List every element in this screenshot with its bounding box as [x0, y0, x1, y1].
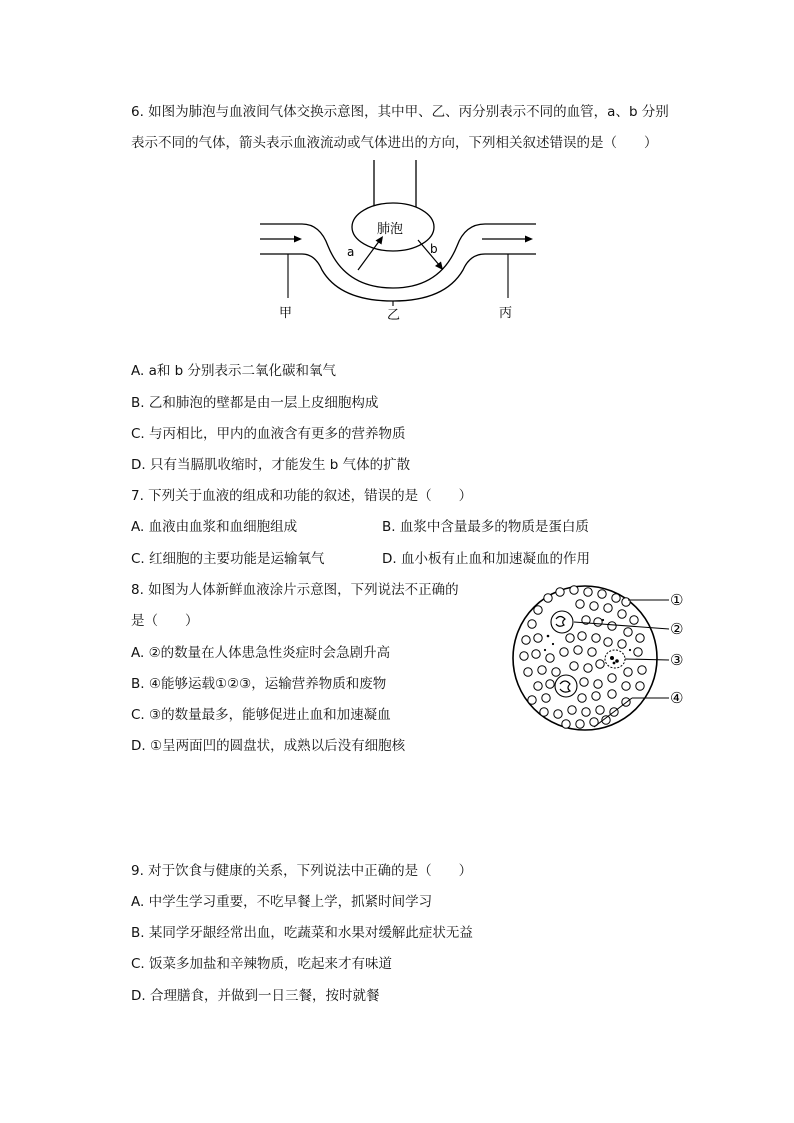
red-blood-cell	[560, 648, 568, 656]
alveolus-label: 肺泡	[377, 222, 404, 237]
red-blood-cell	[584, 588, 592, 596]
red-blood-cell	[576, 720, 584, 728]
red-blood-cell	[598, 590, 606, 598]
red-blood-cell	[596, 706, 604, 714]
q9-option-a: A. 中学生学习重要，不吃早餐上学，抓紧时间学习	[131, 894, 433, 910]
red-blood-cell	[570, 662, 578, 670]
q6-option-a: A. a和 b 分别表示二氧化碳和氧气	[131, 363, 337, 379]
alveolus-gas-exchange-diagram	[250, 160, 550, 335]
q8-option-c: C. ③的数量最多，能够促进止血和加速凝血	[131, 707, 391, 723]
red-blood-cell	[544, 594, 552, 602]
red-blood-cell	[562, 720, 570, 728]
gas-a-label: a	[347, 245, 355, 259]
red-blood-cell	[624, 628, 632, 636]
red-blood-cell	[622, 598, 630, 606]
q8-stem-line2: 是（ ）	[131, 613, 199, 629]
red-blood-cell	[522, 636, 530, 644]
label-3: ③	[670, 651, 684, 669]
red-blood-cell	[576, 600, 584, 608]
platelet-cluster-3	[605, 650, 625, 668]
white-blood-cell-lower	[555, 675, 577, 697]
red-blood-cell	[582, 708, 590, 716]
q9-option-d: D. 合理膳食，并做到一日三餐，按时就餐	[131, 988, 380, 1004]
red-blood-cell	[578, 632, 586, 640]
red-blood-cell	[580, 678, 588, 686]
red-blood-cell	[578, 694, 586, 702]
red-blood-cell	[534, 682, 542, 690]
q8-option-d: D. ①呈两面凹的圆盘状，成熟以后没有细胞核	[131, 738, 406, 754]
red-blood-cell	[534, 634, 542, 642]
red-blood-cell	[542, 694, 550, 702]
red-blood-cell	[524, 668, 532, 676]
red-blood-cell	[534, 606, 542, 614]
red-blood-cell	[528, 620, 536, 628]
q8-option-b: B. ④能够运载①②③，运输营养物质和废物	[131, 676, 387, 692]
red-blood-cell	[546, 680, 554, 688]
vessel-jia-label: 甲	[279, 306, 293, 321]
red-blood-cell	[570, 586, 578, 594]
red-blood-cell	[608, 690, 616, 698]
red-blood-cell	[638, 666, 646, 674]
q8-option-a: A. ②的数量在人体患急性炎症时会急剧升高	[131, 645, 391, 661]
red-blood-cell	[624, 668, 632, 676]
red-blood-cell	[552, 668, 560, 676]
q6-option-c: C. 与丙相比，甲内的血液含有更多的营养物质	[131, 426, 406, 442]
red-blood-cell	[604, 638, 612, 646]
red-blood-cell	[608, 674, 616, 682]
red-blood-cell	[604, 604, 612, 612]
red-blood-cell	[584, 664, 592, 672]
red-blood-cell	[592, 692, 600, 700]
vessel-yi-label: 乙	[387, 308, 401, 323]
q7-option-c: C. 红细胞的主要功能是运输氧气	[131, 551, 325, 567]
q7-option-b: B. 血浆中含量最多的物质是蛋白质	[382, 519, 589, 535]
red-blood-cell	[590, 602, 598, 610]
q9-stem: 9. 对于饮食与健康的关系，下列说法中正确的是（ ）	[131, 863, 473, 879]
q6-stem-line1: 6. 如图为肺泡与血液间气体交换示意图，其中甲、乙、丙分别表示不同的血管，a、b 分别	[131, 104, 669, 120]
red-blood-cell	[588, 648, 596, 656]
red-blood-cell	[630, 616, 638, 624]
red-blood-cell	[636, 682, 644, 690]
q8-stem-line1: 8. 如图为人体新鲜血液涂片示意图，下列说法不正确的	[131, 582, 459, 598]
white-blood-cell-2	[551, 611, 573, 633]
red-blood-cell	[554, 710, 562, 718]
q7-stem: 7. 下列关于血液的组成和功能的叙述，错误的是（ ）	[131, 488, 473, 504]
gas-b-label: b	[430, 242, 438, 256]
red-blood-cell	[532, 650, 540, 658]
q9-option-b: B. 某同学牙龈经常出血，吃蔬菜和水果对缓解此症状无益	[131, 925, 473, 941]
label-2: ②	[670, 620, 684, 638]
red-blood-cell	[574, 646, 582, 654]
red-blood-cell	[540, 708, 548, 716]
red-blood-cell	[594, 618, 602, 626]
label-4: ④	[670, 689, 684, 707]
red-blood-cell	[538, 666, 546, 674]
red-blood-cell	[594, 680, 602, 688]
red-blood-cell	[520, 652, 528, 660]
red-blood-cell	[608, 622, 616, 630]
red-blood-cell	[622, 682, 630, 690]
q9-option-c: C. 饭菜多加盐和辛辣物质，吃起来才有味道	[131, 956, 393, 972]
red-blood-cell	[528, 696, 536, 704]
red-blood-cell	[612, 594, 620, 602]
blood-smear-diagram	[508, 580, 698, 740]
red-blood-cell	[546, 654, 554, 662]
red-blood-cell	[566, 634, 574, 642]
q6-option-d: D. 只有当膈肌收缩时，才能发生 b 气体的扩散	[131, 457, 411, 473]
red-blood-cell	[596, 660, 604, 668]
red-blood-cell	[556, 588, 564, 596]
red-blood-cell	[568, 706, 576, 714]
q7-option-a: A. 血液由血浆和血细胞组成	[131, 519, 298, 535]
vessel-bing-label: 丙	[499, 306, 513, 321]
red-blood-cell	[592, 634, 600, 642]
q6-stem-line2: 表示不同的气体，箭头表示血液流动或气体进出的方向，下列相关叙述错误的是（ ）	[131, 135, 658, 151]
q6-option-b: B. 乙和肺泡的壁都是由一层上皮细胞构成	[131, 395, 379, 411]
red-blood-cell	[618, 610, 626, 618]
q7-option-d: D. 血小板有止血和加速凝血的作用	[382, 551, 590, 567]
red-blood-cell	[634, 648, 642, 656]
red-blood-cell	[636, 634, 644, 642]
label-1: ①	[670, 591, 684, 609]
red-blood-cell	[618, 640, 626, 648]
